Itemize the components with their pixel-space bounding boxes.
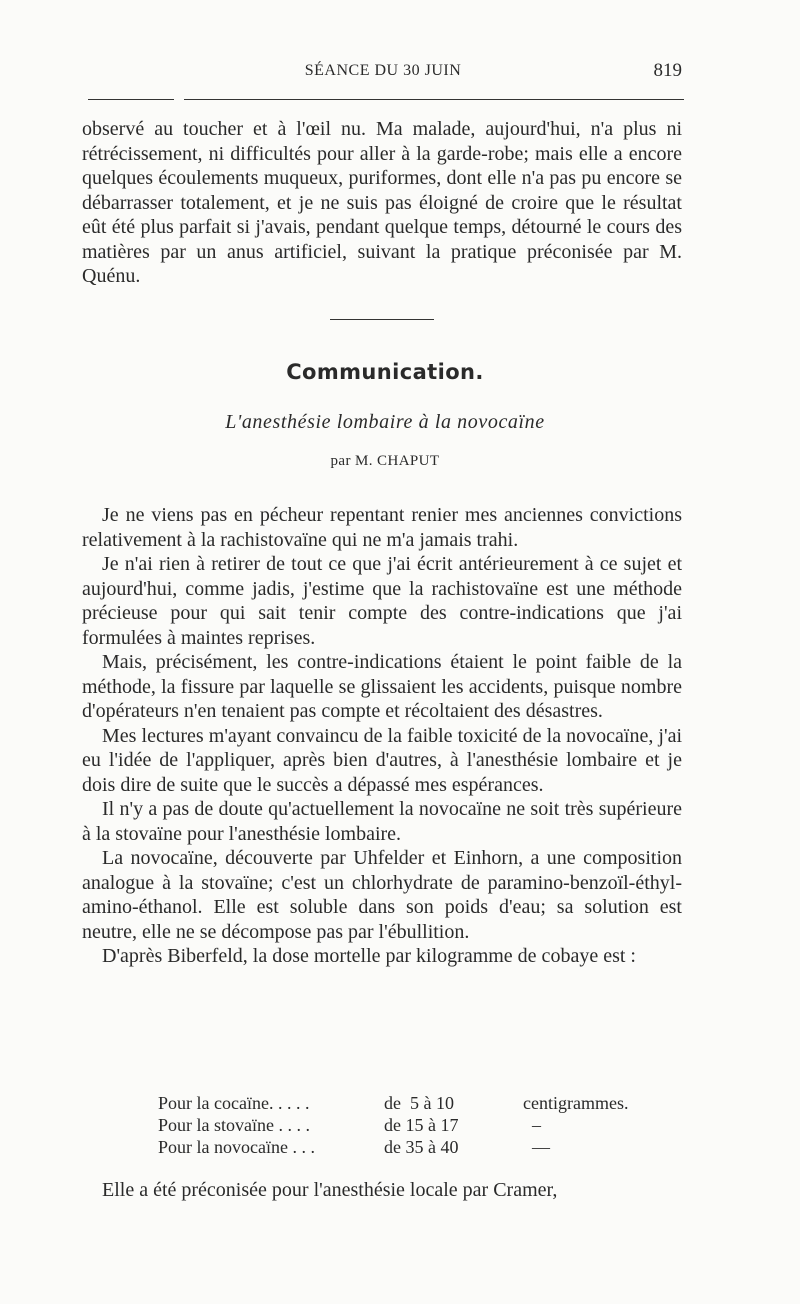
paragraph: Il n'y a pas de doute qu'actuellement la novocaïne ne soit très supérieure à la stovaïne pour l'anesthésie lombaire. [82, 798, 682, 845]
closing-paragraph [82, 1178, 682, 1203]
dose-row [158, 1136, 628, 1158]
dose-label: Pour la cocaïne. . . . . [158, 1093, 310, 1113]
section-subtitle: L'anesthésie lombaire à la novocaïne [225, 411, 545, 433]
paragraph: D'après Biberfeld, la dose mortelle par kilogramme de cobaye est : [102, 945, 636, 967]
page-number: 819 [653, 60, 682, 81]
dose-label: Pour la novocaïne . . . [158, 1137, 315, 1157]
paragraph: Mes lectures m'ayant convaincu de la faible toxicité de la novocaïne, j'ai eu l'idée de l'appliquer, après bien d'autres, à l'anesthésie lombaire et je dois dire de suite que le succès a dépassé mes espérances. [82, 724, 682, 796]
dose-unit: – [523, 1115, 541, 1135]
paragraph: Mais, précisément, les contre-indications étaient le point faible de la méthode, la fissure par laquelle se glissaient les accidents, puisque nombre d'opérateurs n'en tenaient pas compte et récoltaient des désastres. [82, 651, 682, 722]
section-author: par M. CHAPUT [330, 453, 440, 469]
dose-value: de 5 à 10 [384, 1093, 454, 1113]
dose-label: Pour la stovaïne . . . . [158, 1115, 310, 1135]
dose-row [158, 1092, 628, 1114]
dose-unit: centigrammes. [523, 1093, 629, 1113]
section-heading: Communication. [286, 360, 484, 384]
section-separator [330, 319, 434, 320]
running-header [82, 60, 684, 86]
header-title: SÉANCE DU 30 JUIN [304, 62, 462, 79]
main-text [82, 503, 682, 969]
closing-paragraph-text: Elle a été préconisée pour l'anesthésie locale par Cramer, [102, 1179, 558, 1201]
intro-paragraph-text: observé au toucher et à l'œil nu. Ma malade, aujourd'hui, n'a plus ni rétrécissement, ni difficultés pour aller à la garde-robe; mais elle a encore quelques écoulements muqueux, puriformes, dont elle n'a pas pu encore se débarrasser totalement, et je ne suis pas éloigné de croire que le résultat eût été plus parfait si j'avais, pendant quelque temps, détourné le cours des matières par un anus artificiel, suivant la pratique préconisée par M. Quénu. [82, 118, 682, 287]
dose-value: de 35 à 40 [384, 1137, 459, 1157]
paragraph: La novocaïne, découverte par Uhfelder et Einhorn, a une composition analogue à la stovaïne; c'est un chlorhydrate de paramino-benzoïl-éthyl-amino-éthanol. Elle est soluble dans son poids d'eau; sa solution est neutre, elle ne se décompose pas par l'ébullition. [82, 847, 682, 943]
dose-value: de 15 à 17 [384, 1115, 459, 1135]
paragraph: Je n'ai rien à retirer de tout ce que j'ai écrit antérieurement à ce sujet et aujourd'hui, comme jadis, j'estime que la rachistovaïne est une méthode précieuse pour qui sait tenir compte des contre-indications que j'ai formulées à maintes reprises. [82, 553, 682, 649]
paragraph: Je ne viens pas en pécheur repentant renier mes anciennes convictions relativement à la rachistovaïne qui ne m'a jamais trahi. [82, 504, 682, 551]
intro-paragraph [82, 117, 682, 289]
header-rule [88, 99, 684, 100]
dose-table [158, 1092, 628, 1158]
dose-unit: — [523, 1137, 550, 1157]
dose-row [158, 1114, 628, 1136]
